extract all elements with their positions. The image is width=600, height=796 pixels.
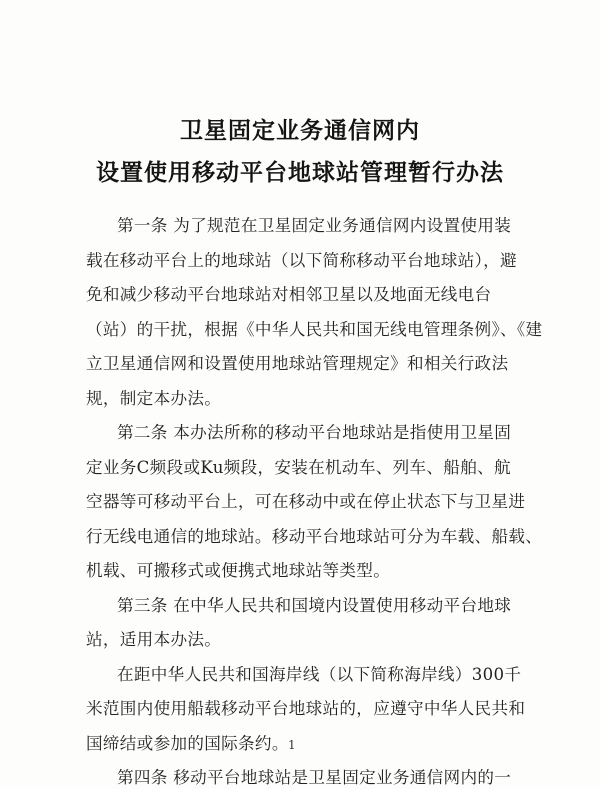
paragraph-1-line-6: 规，制定本办法。 [86,388,222,408]
paragraph-2-line-3: 空器等可移动平台上，可在移动中或在停止状态下与卫星进 [86,492,526,511]
paragraph-1-line-4: （站）的干扰，根据《中华人民共和国无线电管理条例》、《建 [86,319,543,339]
paragraph-4-line-2: 米范围内使用船载移动平台地球站的，应遵守中华人民共和 [86,699,526,718]
page-number: 1 [288,738,296,752]
paragraph-1-line-2: 载在移动平台上的地球站（以下简称移动平台地球站），避 [86,250,517,270]
paragraph-1-line-3: 免和减少移动平台地球站对相邻卫星以及地面无线电台 [86,285,492,304]
paragraph-3-line-1: 第三条 在中华人民共和国境内设置使用移动平台地球 [117,595,512,615]
document-title-line-2: 设置使用移动平台地球站管理暂行办法 [96,160,504,186]
paragraph-2-line-2: 定业务C频段或Ku频段，安装在机动车、列车、船舶、航 [86,457,511,477]
paragraph-2-line-5: 机载、可搬移式或便携式地球站等类型。 [86,561,391,580]
document-body [86,209,543,796]
paragraph-2-line-1: 第二条 本办法所称的移动平台地球站是指使用卫星固 [117,423,512,442]
paragraph-4-line-1: 在距中华人民共和国海岸线（以下简称海岸线）300千 [117,664,522,684]
paragraph-1-line-1: 第一条 为了规范在卫星固定业务通信网内设置使用装 [117,216,512,235]
paragraph-4-line-3: 国缔结或参加的国际条约。 [86,733,289,753]
paragraph-2-line-4: 行无线电通信的地球站。移动平台地球站可分为车载、船载、 [86,526,543,546]
paragraph-1-line-5: 立卫星通信网和设置使用地球站管理规定》和相关行政法 [86,354,509,373]
paragraph-5-line-1: 第四条 移动平台地球站是卫星固定业务通信网内的一 [117,768,512,787]
paragraph-3-line-2: 站，适用本办法。 [86,630,222,649]
document-title-line-1: 卫星固定业务通信网内 [180,118,420,144]
